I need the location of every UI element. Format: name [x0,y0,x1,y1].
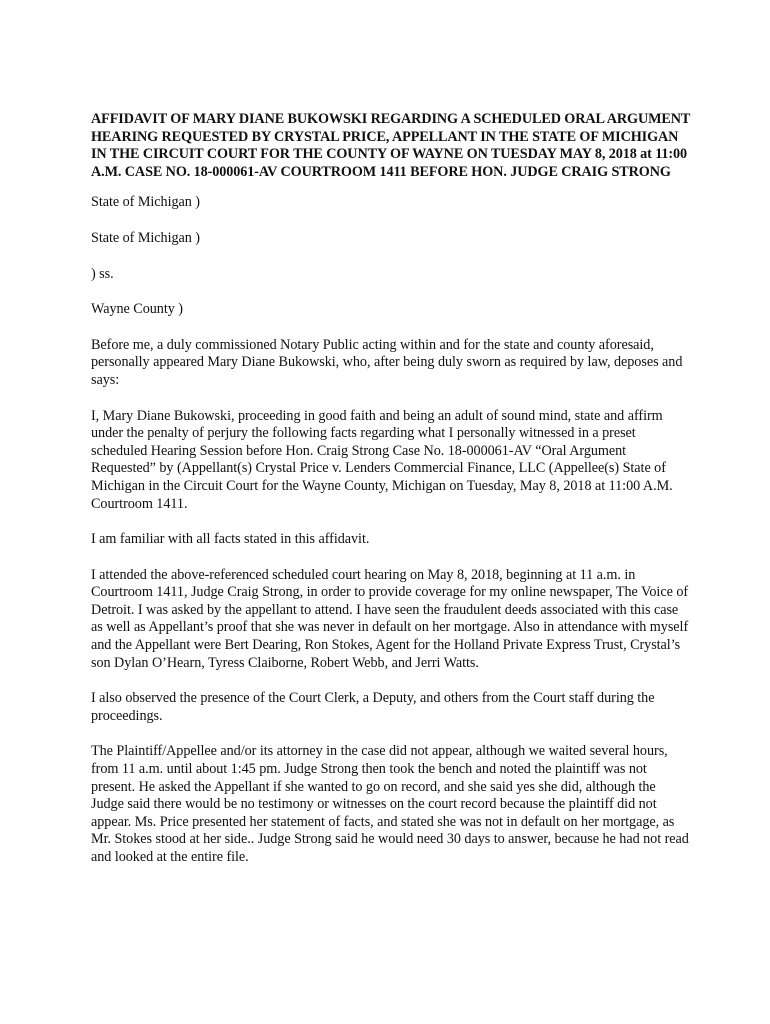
paragraph-proceedings: The Plaintiff/Appellee and/or its attorney in the case did not appear, although we waited several hours, from 11 a.m. until about 1:45 pm. Judge Strong then took the bench and noted the plaintiff was not present. He asked the Appellant if she wanted to go on record, and she said yes she did, although the Judge said there would be no testimony or witnesses on the court record because the plaintiff did not appear. Ms. Price presented her statement of facts, and stated she was not in default on her mortgage, as Mr. Stokes stood at her side.. Judge Strong said he would need 30 days to answer, because he had not read and looked at the entire file. [91,743,689,865]
paragraph-familiar: I am familiar with all facts stated in this affidavit. [91,531,370,548]
document-page [91,111,691,885]
affidavit-title: AFFIDAVIT OF MARY DIANE BUKOWSKI REGARDING A SCHEDULED ORAL ARGUMENT HEARING REQUESTED BY CRYSTAL PRICE, APPELLANT IN THE STATE OF MICHIGAN IN THE CIRCUIT COURT FOR THE COUNTY OF WAYNE ON TUESDAY MAY 8, 2018 at 11:00 A.M. CASE NO. 18-000061-AV COURTROOM 1411 BEFORE HON. JUDGE CRAIG STRONG [91,111,691,180]
venue-line: ) ss. [91,265,114,282]
paragraph-attendance: I attended the above-referenced scheduled court hearing on May 8, 2018, beginning at 11 a.m. in Courtroom 1411, Judge Craig Strong, in order to provide coverage for my online newspaper, The Voice of Detroit. I was asked by the appellant to attend. I have seen the fraudulent deeds associated with this case as well as Appellant’s proof that she was never in default on her mortgage. Also in attendance with myself and the Appellant were Bert Dearing, Ron Stokes, Agent for the Holland Private Express Trust, Crystal’s son Dylan O’Hearn, Tyress Claiborne, Robert Webb, and Jerri Watts. [91,566,689,671]
paragraph-affirmation: I, Mary Diane Bukowski, proceeding in good faith and being an adult of sound mind, state and affirm under the penalty of perjury the following facts regarding what I personally witnessed in a preset scheduled Hearing Session before Hon. Craig Strong Case No. 18-000061-AV “Oral Argument Requested” by (Appellant(s) Crystal Price v. Lenders Commercial Finance, LLC (Appellee(s) State of Michigan in the Circuit Court for the Wayne County, Michigan on Tuesday, May 8, 2018 at 11:00 A.M. Courtroom 1411. [91,407,673,512]
paragraph-notary: Before me, a duly commissioned Notary Public acting within and for the state and county aforesaid, personally appeared Mary Diane Bukowski, who, after being duly sworn as required by law, deposes and says: [91,336,683,388]
venue-line: State of Michigan ) [91,229,200,246]
paragraph-court-staff: I also observed the presence of the Court Clerk, a Deputy, and others from the Court staff during the proceedings. [91,690,655,724]
venue-line: State of Michigan ) [91,194,200,211]
venue-line: Wayne County ) [91,301,183,318]
